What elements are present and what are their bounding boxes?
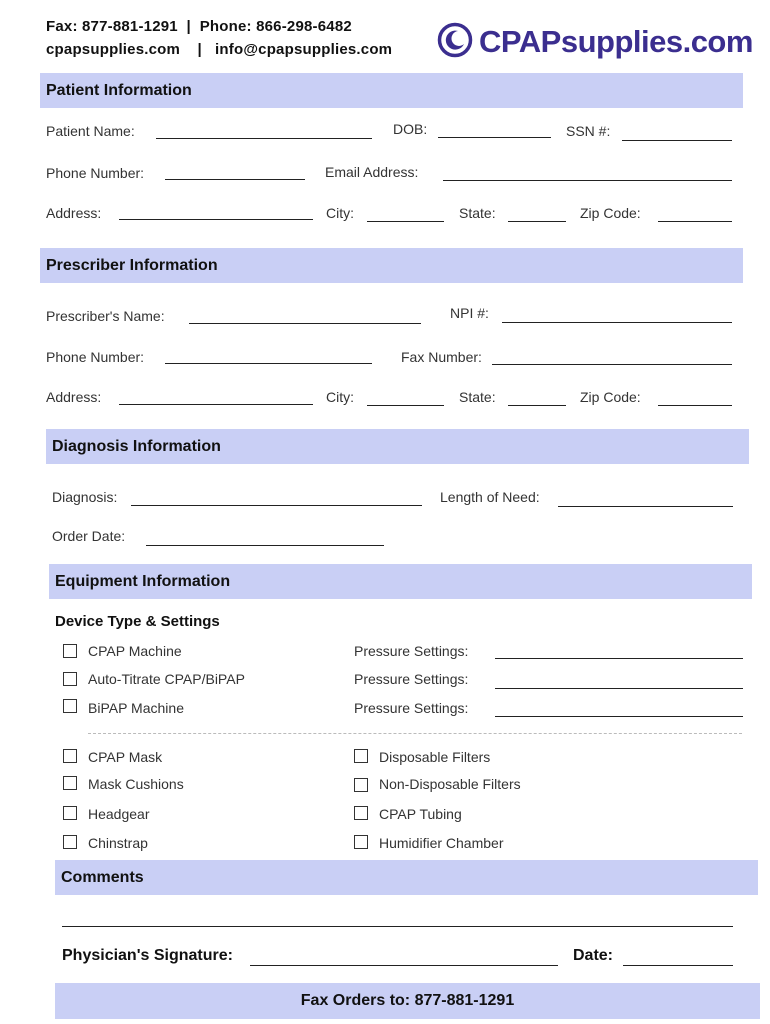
cpap-tubing-checkbox[interactable] [354,806,368,820]
pressure-label: Pressure Settings: [354,643,469,659]
patient-address-field[interactable] [119,219,313,220]
patient-state-label: State: [459,205,496,221]
moon-logo-icon [437,22,473,63]
device-type-subtitle: Device Type & Settings [55,613,220,630]
prescriber-city-field[interactable] [367,405,444,406]
prescriber-address-field[interactable] [119,404,313,405]
signature-field[interactable] [250,965,558,966]
equipment-section-header [49,564,752,599]
bipap-machine-checkbox[interactable] [63,699,77,713]
prescriber-city-label: City: [326,389,354,405]
device-label: Auto-Titrate CPAP/BiPAP [88,671,245,687]
patient-name-label: Patient Name: [46,123,135,139]
pressure-field[interactable] [495,716,743,717]
supply-label: CPAP Tubing [379,806,462,822]
dob-field[interactable] [438,137,551,138]
patient-phone-field[interactable] [165,179,305,180]
diagnosis-label: Diagnosis: [52,489,118,505]
patient-zip-label: Zip Code: [580,205,641,221]
prescriber-phone-label: Phone Number: [46,349,145,365]
length-of-need-field[interactable] [558,506,733,507]
prescriber-address-label: Address: [46,389,102,405]
pressure-field[interactable] [495,688,743,689]
signature-date-label: Date: [573,947,614,964]
headgear-checkbox[interactable] [63,806,77,820]
section-title: Comments [61,869,144,886]
email-label: Email Address: [325,164,419,180]
patient-phone-label: Phone Number: [46,165,145,181]
logo-text: CPAPsupplies.com [479,24,753,59]
dob-label: DOB: [393,121,428,137]
supply-label: Humidifier Chamber [379,835,504,851]
cpap-mask-checkbox[interactable] [63,749,77,763]
device-label: BiPAP Machine [88,700,184,716]
prescriber-zip-field[interactable] [658,405,732,406]
cpap-machine-checkbox[interactable] [63,644,77,658]
npi-label: NPI #: [450,305,489,321]
supply-label: CPAP Mask [88,749,163,765]
section-title: Diagnosis Information [52,438,221,455]
supply-label: Disposable Filters [379,749,491,765]
contact-line-2: cpapsupplies.com | info@cpapsupplies.com [46,41,393,58]
auto-titrate-checkbox[interactable] [63,672,77,686]
supply-label: Non-Disposable Filters [379,776,521,792]
disposable-filters-checkbox[interactable] [354,749,368,763]
section-title: Patient Information [46,82,192,99]
contact-line-1: Fax: 877-881-1291 | Phone: 866-298-6482 [46,18,352,35]
diagnosis-section-header [46,429,749,464]
order-date-field[interactable] [146,545,384,546]
logo [437,22,753,62]
comments-field[interactable] [62,926,733,927]
device-label: CPAP Machine [88,643,182,659]
patient-city-label: City: [326,205,354,221]
fax-field[interactable] [492,364,732,365]
non-disposable-filters-checkbox[interactable] [354,778,368,792]
chinstrap-checkbox[interactable] [63,835,77,849]
signature-date-field[interactable] [623,965,733,966]
divider [88,733,742,734]
diagnosis-field[interactable] [131,505,422,506]
supply-label: Chinstrap [88,835,148,851]
section-title: Prescriber Information [46,257,218,274]
prescriber-name-field[interactable] [189,323,421,324]
order-date-label: Order Date: [52,528,126,544]
mask-cushions-checkbox[interactable] [63,776,77,790]
prescriber-phone-field[interactable] [165,363,372,364]
npi-field[interactable] [502,322,732,323]
supply-label: Headgear [88,806,150,822]
fax-orders-footer [55,983,760,1019]
humidifier-chamber-checkbox[interactable] [354,835,368,849]
prescriber-zip-label: Zip Code: [580,389,641,405]
section-title: Equipment Information [55,573,231,590]
prescriber-state-label: State: [459,389,496,405]
supply-label: Mask Cushions [88,776,184,792]
email-field[interactable] [443,180,732,181]
ssn-field[interactable] [622,140,732,141]
pressure-field[interactable] [495,658,743,659]
patient-name-field[interactable] [156,138,372,139]
fax-orders-text: Fax Orders to: 877-881-1291 [300,992,515,1009]
prescriber-section-header [40,248,743,283]
patient-zip-field[interactable] [658,221,732,222]
ssn-label: SSN #: [566,123,611,139]
patient-state-field[interactable] [508,221,566,222]
pressure-label: Pressure Settings: [354,700,469,716]
pressure-label: Pressure Settings: [354,671,469,687]
signature-label: Physician's Signature: [62,947,233,964]
comments-section-header [55,860,758,895]
patient-address-label: Address: [46,205,102,221]
prescriber-name-label: Prescriber's Name: [46,308,165,324]
patient-section-header [40,73,743,108]
length-of-need-label: Length of Need: [440,489,540,505]
fax-label: Fax Number: [401,349,482,365]
patient-city-field[interactable] [367,221,444,222]
prescriber-state-field[interactable] [508,405,566,406]
